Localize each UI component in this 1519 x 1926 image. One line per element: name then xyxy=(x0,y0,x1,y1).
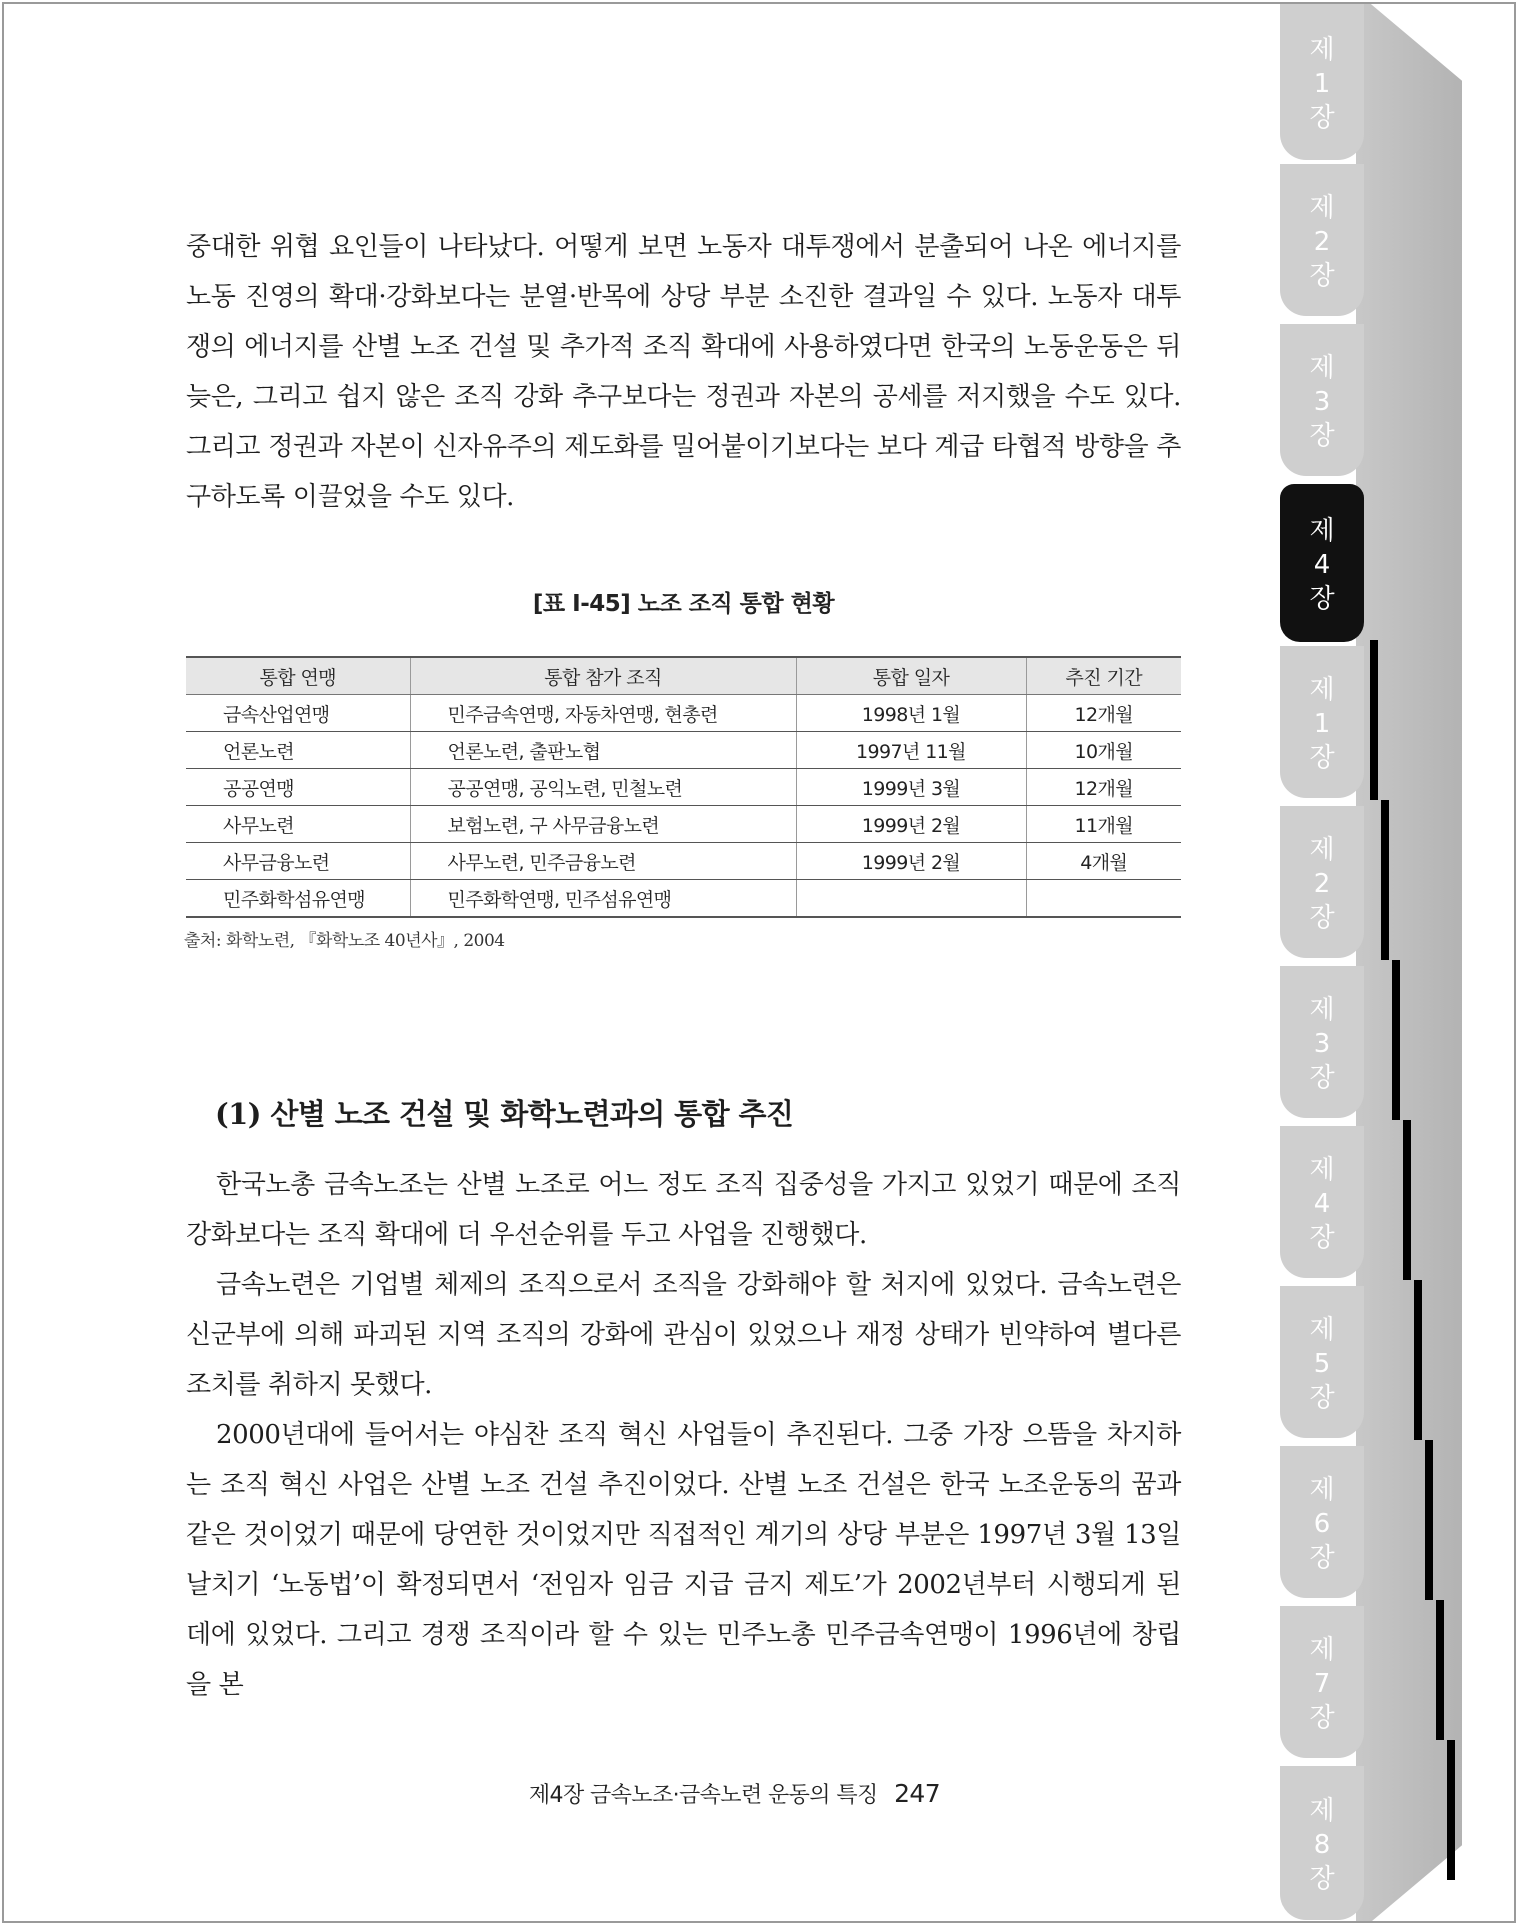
header-period: 추진 기간 xyxy=(1026,657,1181,695)
union-integration-table xyxy=(186,656,1181,918)
intro-paragraph: 중대한 위협 요인들이 나타났다. 어떻게 보면 노동자 대투쟁에서 분출되어 나온 에너지를 노동 진영의 확대·강화보다는 분열·반목에 상당 부분 소진한 결과일 수 있다. 노동자 대투쟁의 에너지를 산별 노조 건설 및 추가적 조직 확대에 사용하였다면 한국의 노동운동은 뒤늦은, 그리고 쉽지 않은 조직 강화 추구보다는 정권과 자본의 공세를 저지했을 수도 있다. 그리고 정권과 자본이 신자유주의 제도화를 밀어붙이기보다는 보다 계급 타협적 방향을 추구하도록 이끌었을 수도 있다. xyxy=(186,232,1181,512)
cell-federation: 언론노련 xyxy=(186,732,410,769)
thumb-index-mark xyxy=(1370,640,1378,800)
cell-federation: 공공연맹 xyxy=(186,769,410,806)
chapter-tab-5[interactable]: 제 5 장 xyxy=(1280,1286,1364,1438)
chapter-tab-6[interactable]: 제 6 장 xyxy=(1280,1446,1364,1598)
section-heading: (1) 산별 노조 건설 및 화학노련과의 통합 추진 xyxy=(215,1097,794,1131)
cell-federation: 금속산업연맹 xyxy=(186,695,410,732)
chapter-tab-3[interactable]: 제 3 장 xyxy=(1280,324,1364,476)
thumb-index-mark xyxy=(1436,1600,1444,1740)
intro-text xyxy=(186,222,1181,522)
cell-date: 1999년 2월 xyxy=(796,806,1026,843)
table-row xyxy=(186,695,1181,732)
page-footer xyxy=(529,1778,940,1809)
cell-date: 1997년 11월 xyxy=(796,732,1026,769)
thumb-index-mark xyxy=(1392,960,1400,1120)
chapter-tab-1[interactable]: 제 1 장 xyxy=(1280,646,1364,798)
cell-federation: 사무금융노련 xyxy=(186,843,410,880)
cell-participants: 언론노련, 출판노협 xyxy=(410,732,796,769)
cell-period: 11개월 xyxy=(1026,806,1181,843)
chapter-tab-8[interactable]: 제 8 장 xyxy=(1280,1766,1364,1920)
cell-period: 12개월 xyxy=(1026,769,1181,806)
cell-participants: 보험노련, 구 사무금융노련 xyxy=(410,806,796,843)
table-row xyxy=(186,732,1181,769)
cell-period xyxy=(1026,880,1181,918)
cell-federation: 민주화학섬유연맹 xyxy=(186,880,410,918)
table-row xyxy=(186,843,1181,880)
cell-date: 1999년 3월 xyxy=(796,769,1026,806)
cell-date: 1999년 2월 xyxy=(796,843,1026,880)
thumb-index-mark xyxy=(1414,1280,1422,1440)
cell-participants: 민주화학연맹, 민주섬유연맹 xyxy=(410,880,796,918)
thumb-index-mark xyxy=(1403,1120,1411,1280)
book-fore-edge xyxy=(1356,4,1462,1922)
chapter-tab-1[interactable]: 제 1 장 xyxy=(1280,4,1364,160)
cell-date xyxy=(796,880,1026,918)
cell-federation: 사무노련 xyxy=(186,806,410,843)
footer-chapter-title: 제4장 금속노조·금속노련 운동의 특징 xyxy=(528,1783,878,1808)
header-date: 통합 일자 xyxy=(796,657,1026,695)
thumb-index-mark xyxy=(1381,800,1389,960)
chapter-tab-2[interactable]: 제 2 장 xyxy=(1280,164,1364,316)
cell-period: 12개월 xyxy=(1026,695,1181,732)
table-header-row xyxy=(186,657,1181,695)
cell-participants: 민주금속연맹, 자동차연맹, 현총련 xyxy=(410,695,796,732)
section-paragraph-3: 2000년대에 들어서는 야심찬 조직 혁신 사업들이 추진된다. 그중 가장 으뜸을 차지하는 조직 혁신 사업은 산별 노조 건설 추진이었다. 산별 노조 건설은 한국 노조운동의 꿈과 같은 것이었기 때문에 당연한 것이었지만 직접적인 계기의 상당 부분은 1997년 3월 13일 날치기 ‘노동법’이 확정되면서 ‘전임자 임금 지급 금지 제도’가 2002년부터 시행되게 된 데에 있었다. 그리고 경쟁 조직이라 할 수 있는 민주노총 민주금속연맹이 1996년에 창립을 본 xyxy=(186,1420,1181,1700)
chapter-tab-4-active[interactable]: 제 4 장 xyxy=(1280,484,1364,642)
header-federation: 통합 연맹 xyxy=(186,657,410,695)
section-body-text xyxy=(186,1160,1181,1710)
table-source-note: 출처: 화학노련, 『화학노조 40년사』, 2004 xyxy=(184,931,505,951)
cell-date: 1998년 1월 xyxy=(796,695,1026,732)
thumb-index-mark xyxy=(1425,1440,1433,1600)
table-row xyxy=(186,880,1181,918)
chapter-tab-4[interactable]: 제 4 장 xyxy=(1280,1126,1364,1278)
header-participants: 통합 참가 조직 xyxy=(410,657,796,695)
table-title: [표 Ⅰ-45] 노조 조직 통합 현황 xyxy=(532,591,835,617)
page-number: 247 xyxy=(894,1779,940,1808)
section-paragraph-1: 한국노총 금속노조는 산별 노조로 어느 정도 조직 집중성을 가지고 있었기 때문에 조직 강화보다는 조직 확대에 더 우선순위를 두고 사업을 진행했다. xyxy=(186,1170,1181,1250)
chapter-tab-3[interactable]: 제 3 장 xyxy=(1280,966,1364,1118)
thumb-index-mark xyxy=(1447,1740,1455,1880)
section-paragraph-2: 금속노련은 기업별 체제의 조직으로서 조직을 강화해야 할 처지에 있었다. 금속노련은 신군부에 의해 파괴된 지역 조직의 강화에 관심이 있었으나 재정 상태가 빈약하여 별다른 조치를 취하지 못했다. xyxy=(186,1270,1181,1400)
table-row xyxy=(186,806,1181,843)
cell-participants: 사무노련, 민주금융노련 xyxy=(410,843,796,880)
table-row xyxy=(186,769,1181,806)
cell-period: 10개월 xyxy=(1026,732,1181,769)
cell-period: 4개월 xyxy=(1026,843,1181,880)
chapter-tab-7[interactable]: 제 7 장 xyxy=(1280,1606,1364,1758)
chapter-tab-2[interactable]: 제 2 장 xyxy=(1280,806,1364,958)
cell-participants: 공공연맹, 공익노련, 민철노련 xyxy=(410,769,796,806)
